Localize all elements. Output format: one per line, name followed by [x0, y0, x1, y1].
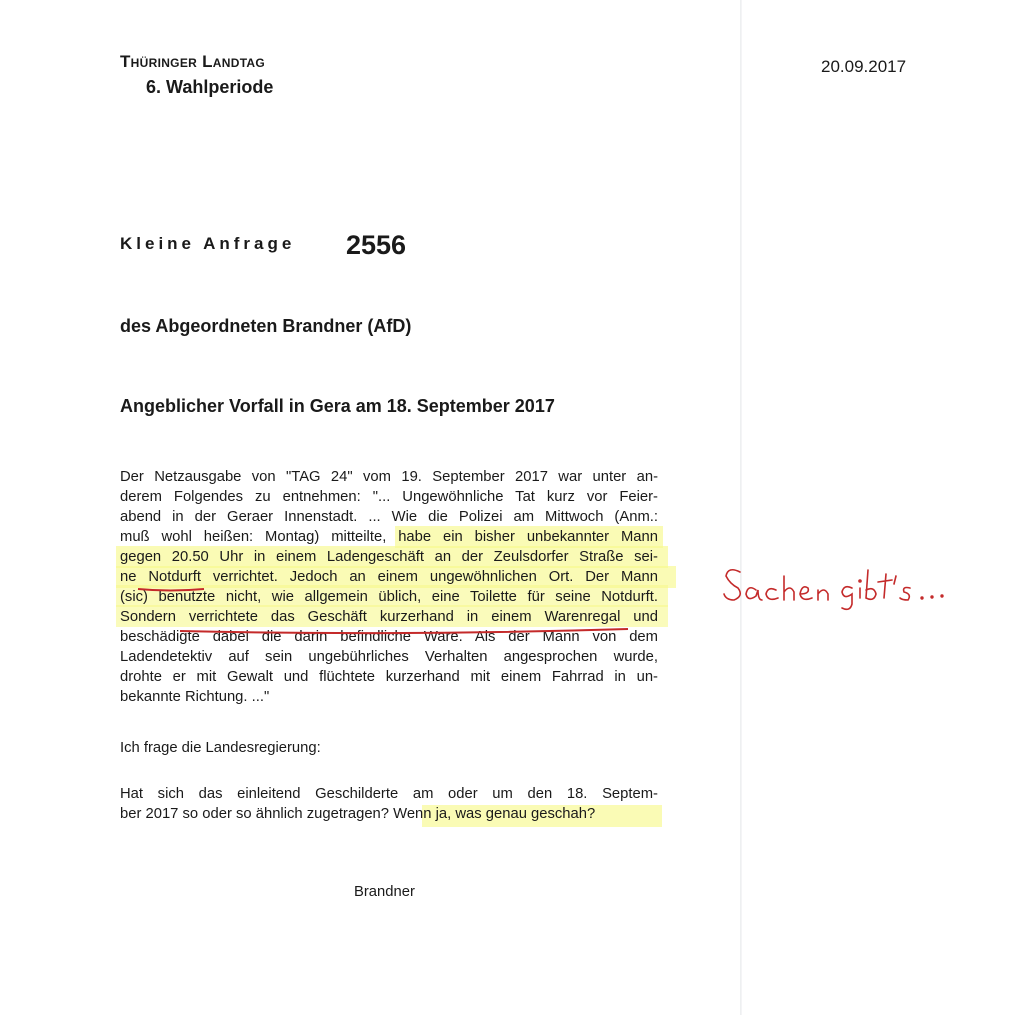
body-line: muß wohl heißen: Montag) mitteilte, habe ein bisher unbekannter Mann [120, 529, 658, 545]
body-line: gegen 20.50 Uhr in einem Ladengeschäft an der Zeulsdorfer Straße sei- [120, 549, 658, 565]
body-line: (sic) benutzte nicht, wie allgemein üblich, eine Toilette für seine Notdurft. [120, 589, 658, 605]
body-line: Der Netzausgabe von "TAG 24" vom 19. September 2017 war unter an- [120, 469, 658, 485]
document-type-label: Kleine Anfrage [120, 234, 296, 253]
inquiry-number: 2556 [346, 230, 407, 260]
body-line: Sondern verrichtete das Geschäft kurzerhand in einem Warenregal und [120, 609, 658, 625]
question-intro: Ich frage die Landesregierung: [120, 740, 321, 756]
election-period: 6. Wahlperiode [146, 77, 274, 97]
body-line: ne Notdurft verrichtet. Jedoch an einem ungewöhnlichen Ort. Der Mann [120, 569, 658, 585]
signature-name: Brandner [354, 884, 415, 900]
body-line: Ladendetektiv auf sein ungebührliches Verhalten angesprochen wurde, [120, 649, 658, 665]
body-line: derem Folgendes zu entnehmen: "... Ungewöhnliche Tat kurz vor Feier- [120, 489, 658, 505]
body-line: beschädigte dabei die darin befindliche Ware. Als der Mann von dem [120, 629, 658, 645]
subject-heading: Angeblicher Vorfall in Gera am 18. September 2017 [120, 396, 555, 416]
underline-mark [138, 589, 204, 591]
institution-name: Thüringer Landtag [120, 52, 266, 71]
question-line: ber 2017 so oder so ähnlich zugetragen? Wenn ja, was genau geschah? [120, 806, 596, 822]
document-date: 20.09.2017 [821, 57, 907, 76]
deputy-line: des Abgeordneten Brandner (AfD) [120, 316, 412, 336]
underline-mark [180, 629, 628, 633]
body-line: abend in der Geraer Innenstadt. ... Wie die Polizei am Mittwoch (Anm.: [120, 509, 658, 525]
body-line: drohte er mit Gewalt und flüchtete kurzerhand mit einem Fahrrad in un- [120, 669, 658, 685]
handwritten-note [724, 570, 943, 610]
body-line: bekannte Richtung. ..." [120, 689, 270, 705]
question-line: Hat sich das einleitend Geschilderte am oder um den 18. Septem- [120, 786, 658, 802]
